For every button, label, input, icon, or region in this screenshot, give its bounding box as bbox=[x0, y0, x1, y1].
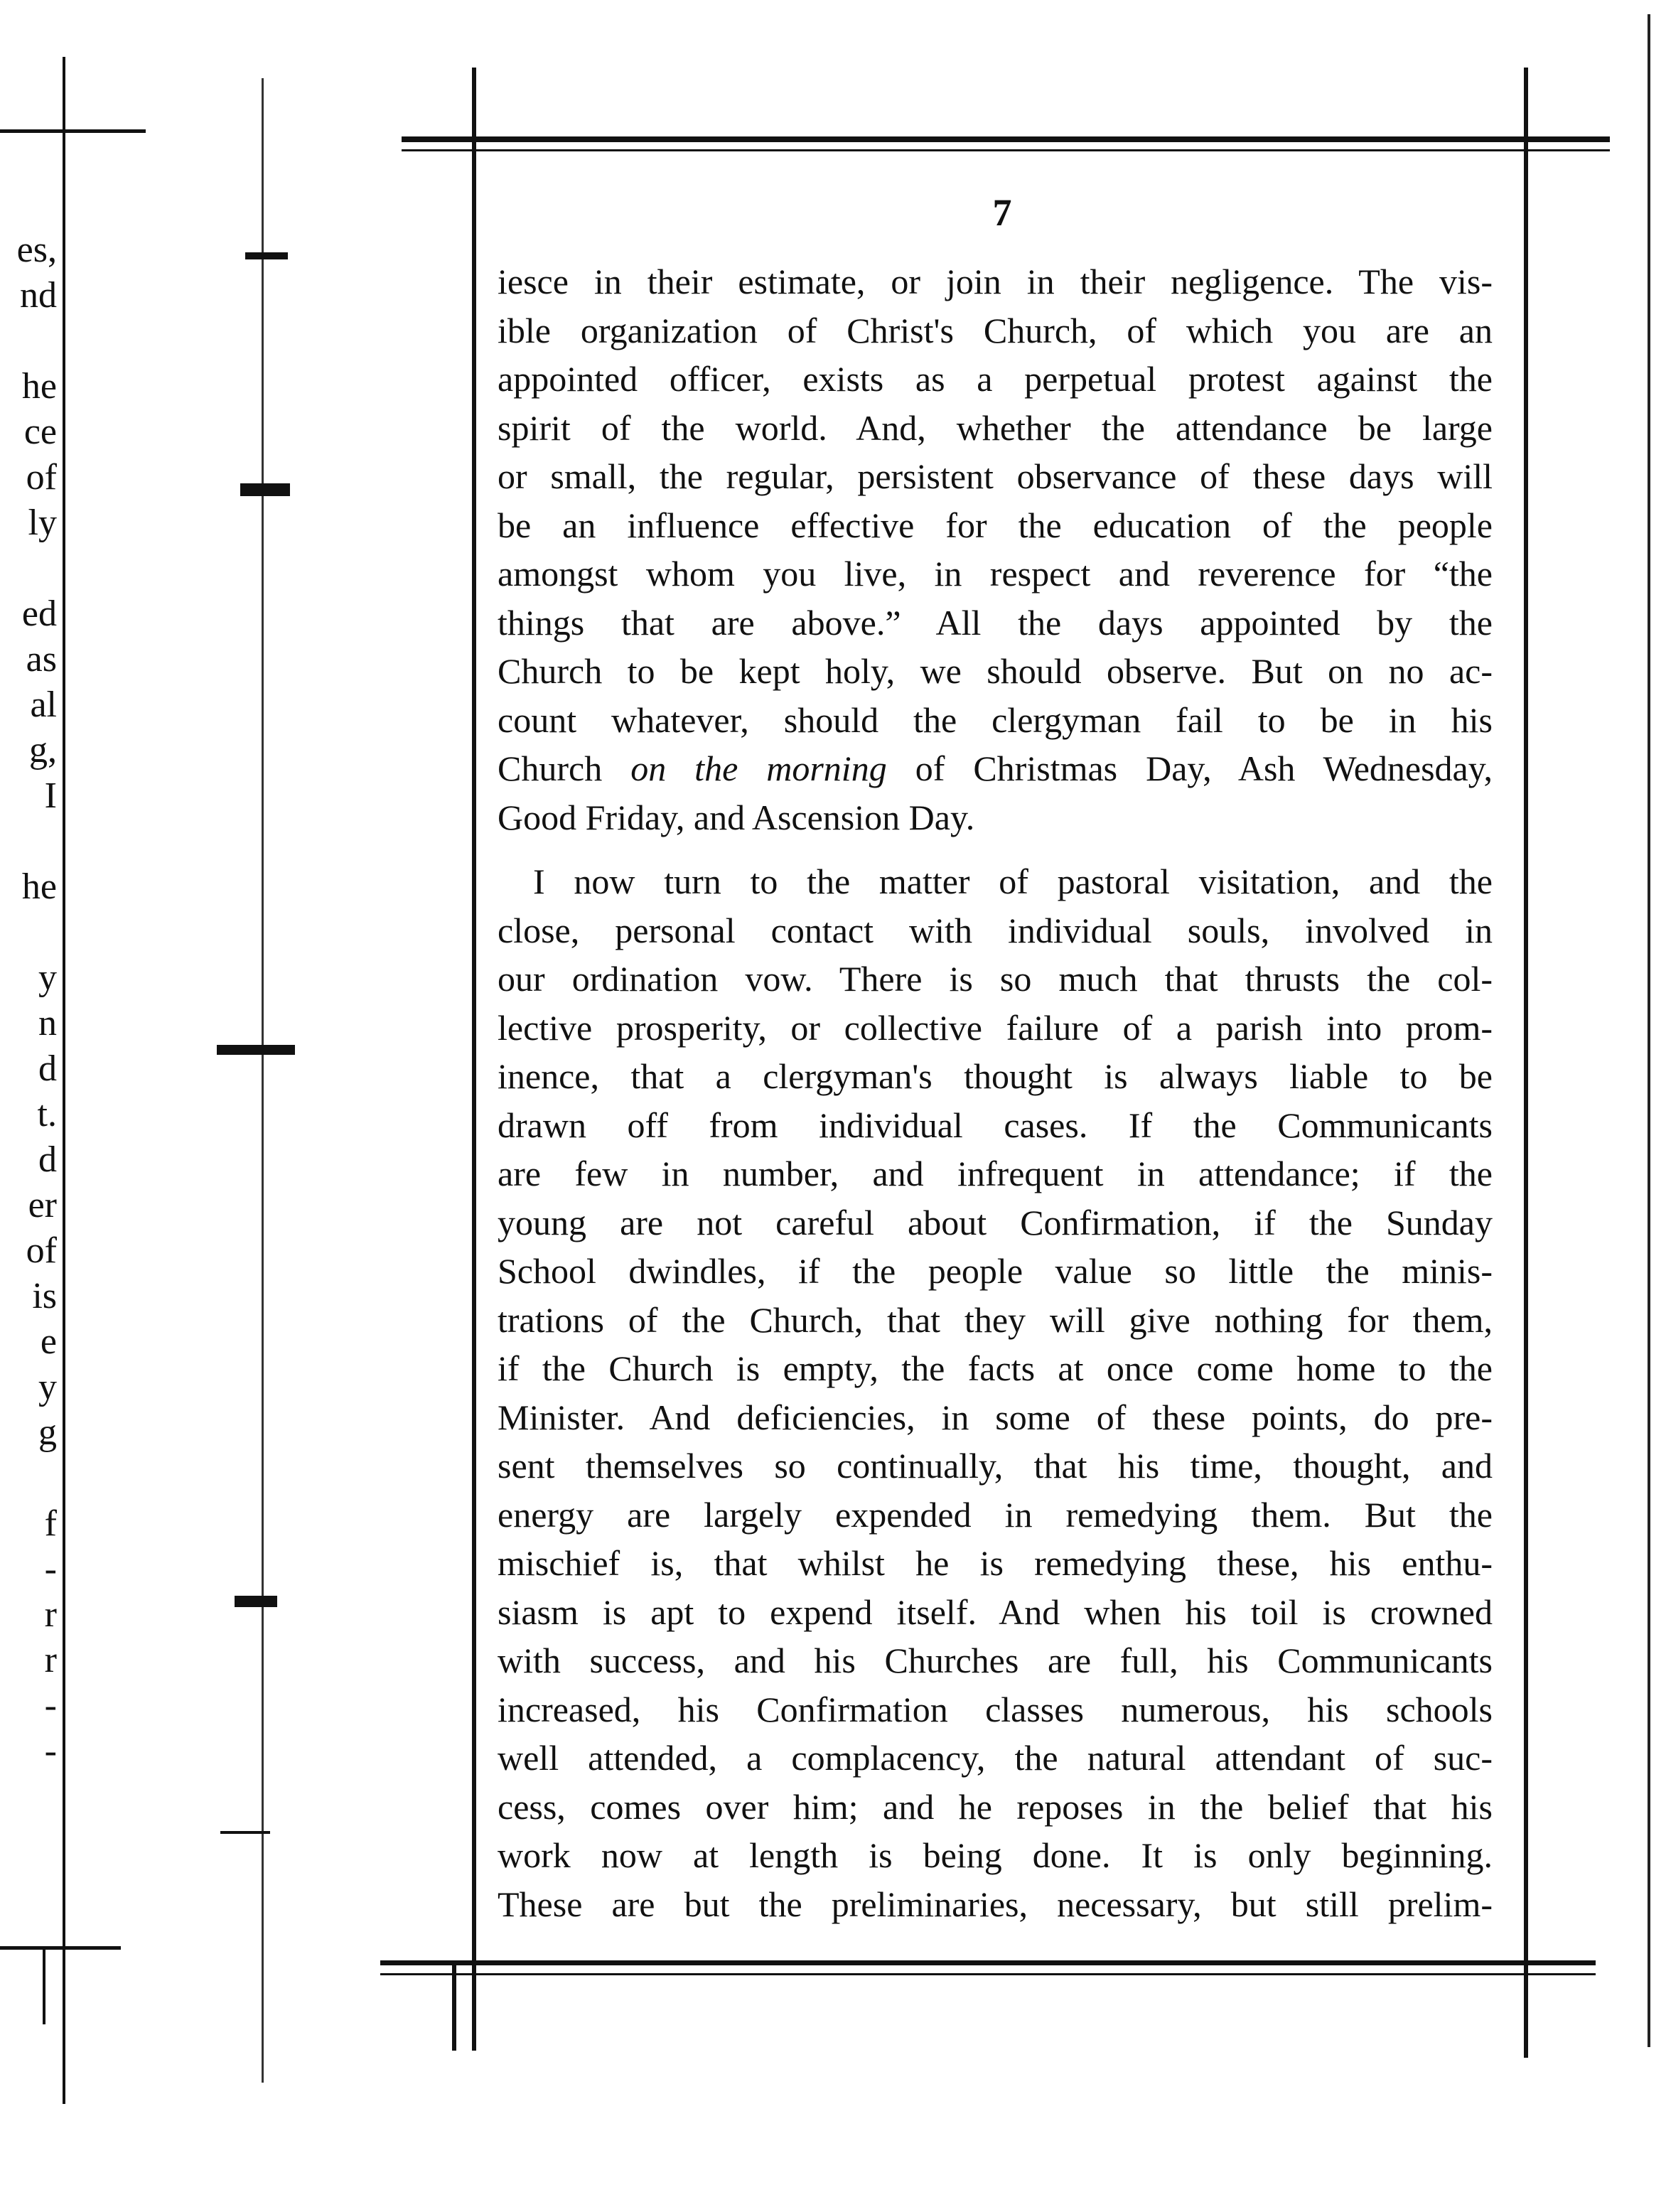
fragment-line bbox=[0, 910, 57, 955]
paragraph-1 bbox=[498, 257, 1493, 744]
bottom-double-rule bbox=[380, 1960, 1596, 1965]
binding-stitch bbox=[220, 1831, 270, 1834]
fragment-line: is bbox=[32, 1276, 57, 1316]
text-line: inence, that a clergyman's thought is always liable to be bbox=[498, 1056, 1493, 1096]
text-line: close, personal contact with individual souls, involved in bbox=[498, 910, 1493, 950]
fragment-line: - bbox=[44, 1731, 57, 1771]
fragment-line: g, bbox=[29, 730, 57, 771]
text-line: increased, his Confirmation classes numerous, his schools bbox=[498, 1689, 1493, 1729]
fragment-line: y bbox=[38, 1367, 57, 1407]
frame-bottom-tick-left bbox=[452, 1962, 456, 2051]
binding-stitch bbox=[240, 483, 290, 496]
text-line: well attended, a complacency, the natural attendant of suc- bbox=[498, 1738, 1493, 1778]
fragment-line bbox=[0, 546, 57, 591]
body-text bbox=[498, 257, 1493, 1928]
fragment-line: g bbox=[38, 1412, 57, 1453]
fragment-line: er bbox=[28, 1185, 57, 1225]
fragment-line: he bbox=[21, 866, 57, 907]
left-page-bottom-rule bbox=[0, 1946, 121, 1950]
binding-stitch bbox=[235, 1596, 277, 1607]
text-line: iesce in their estimate, or join in their negligence. The vis- bbox=[498, 262, 1493, 301]
fragment-line: t. bbox=[37, 1094, 57, 1134]
bottom-double-rule-thin bbox=[380, 1973, 1596, 1975]
text-line: ible organization of Christ's Church, of which you are an bbox=[498, 310, 1493, 350]
fragment-line: es, bbox=[16, 230, 57, 270]
left-page-top-rule bbox=[0, 129, 146, 133]
fragment-line bbox=[0, 819, 57, 864]
text-line: our ordination vow. There is so much that thrusts the col- bbox=[498, 959, 1493, 999]
text-line: trations of the Church, that they will give nothing for them, bbox=[498, 1299, 1493, 1340]
text-line: work now at length is being done. It is only beginning. bbox=[498, 1835, 1493, 1875]
fragment-line bbox=[0, 318, 57, 364]
text-line: be an influence effective for the education of the people bbox=[498, 505, 1493, 545]
binding-line bbox=[262, 78, 264, 2083]
fragment-line: f bbox=[44, 1503, 57, 1544]
fragment-line: he bbox=[21, 366, 57, 407]
text-line: Church to be kept holy, we should observe. But on no ac- bbox=[498, 651, 1493, 691]
page-number: 7 bbox=[992, 191, 1012, 234]
text-line: appointed officer, exists as a perpetual protest against the bbox=[498, 359, 1493, 399]
fragment-line: r bbox=[44, 1594, 57, 1635]
frame-left bbox=[472, 68, 476, 2051]
text-line: are few in number, and infrequent in attendance; if the bbox=[498, 1154, 1493, 1193]
text-line: These are but the preliminaries, necessary, but still prelim- bbox=[498, 1884, 1493, 1924]
binding-stitch bbox=[217, 1045, 295, 1055]
fragment-line: of bbox=[26, 1230, 57, 1271]
text-line: with success, and his Churches are full, his Communicants bbox=[498, 1641, 1493, 1680]
text-line: if the Church is empty, the facts at once come home to the bbox=[498, 1348, 1493, 1388]
text-line: amongst whom you live, in respect and reverence for “the bbox=[498, 554, 1493, 594]
text-line: things that are above.” All the days appointed by the bbox=[498, 602, 1493, 643]
paragraph-2 bbox=[498, 857, 1493, 1928]
fragment-line: - bbox=[44, 1549, 57, 1589]
frame-right bbox=[1524, 68, 1528, 2058]
fragment-line: ly bbox=[28, 503, 57, 543]
fragment-line: e bbox=[40, 1321, 57, 1362]
left-page-bottom-tick bbox=[43, 1946, 45, 2024]
text-line: cess, comes over him; and he reposes in the belief that his bbox=[498, 1786, 1493, 1827]
text-line: School dwindles, if the people value so little the minis- bbox=[498, 1251, 1493, 1291]
fragment-line: of bbox=[26, 457, 57, 498]
fragment-line: ed bbox=[21, 594, 57, 634]
fragment-line: r bbox=[44, 1640, 57, 1680]
fragment-line bbox=[0, 1456, 57, 1501]
text-line: I now turn to the matter of pastoral visitation, and the bbox=[533, 861, 1493, 901]
fragment-line: y bbox=[38, 957, 57, 998]
text-line: Minister. And deficiencies, in some of these points, do pre- bbox=[498, 1397, 1493, 1437]
text-line: or small, the regular, persistent observance of these days will bbox=[498, 456, 1493, 496]
fragment-line: as bbox=[26, 639, 57, 680]
text-line: energy are largely expended in remedying them. But the bbox=[498, 1494, 1493, 1535]
fragment-line: I bbox=[44, 775, 57, 816]
text-line: drawn off from individual cases. If the Communicants bbox=[498, 1105, 1493, 1145]
text-line: sent themselves so continually, that his time, thought, and bbox=[498, 1446, 1493, 1486]
fragment-line: n bbox=[38, 1003, 57, 1043]
fragment-line: ce bbox=[23, 412, 57, 452]
text-line: Good Friday, and Ascension Day. bbox=[498, 797, 975, 837]
fragment-line: - bbox=[44, 1685, 57, 1726]
frame-outer-right bbox=[1648, 14, 1650, 2047]
italic-phrase: on the morning bbox=[630, 748, 887, 788]
fragment-line: d bbox=[38, 1139, 57, 1180]
left-page-border bbox=[63, 57, 65, 2104]
text-line: spirit of the world. And, whether the attendance be large bbox=[498, 407, 1493, 448]
fragment-line: d bbox=[38, 1048, 57, 1089]
text-line: mischief is, that whilst he is remedying these, his enthu- bbox=[498, 1543, 1493, 1583]
binding-stitch bbox=[245, 252, 288, 259]
text-line: siasm is apt to expend itself. And when his toil is crowned bbox=[498, 1591, 1493, 1632]
left-page-fragment bbox=[0, 227, 57, 1774]
text-line: young are not careful about Confirmation, if the Sunday bbox=[498, 1202, 1493, 1242]
text-line: lective prosperity, or collective failure of a parish into prom- bbox=[498, 1007, 1493, 1048]
text-line: count whatever, should the clergyman fail to be in his bbox=[498, 699, 1493, 740]
fragment-line: nd bbox=[20, 275, 57, 316]
top-double-rule-thin bbox=[402, 149, 1610, 151]
top-double-rule bbox=[402, 136, 1610, 142]
text-line: Church on the morning of Christmas Day, Ash Wednesday, bbox=[498, 748, 1493, 788]
fragment-line: al bbox=[30, 684, 57, 725]
